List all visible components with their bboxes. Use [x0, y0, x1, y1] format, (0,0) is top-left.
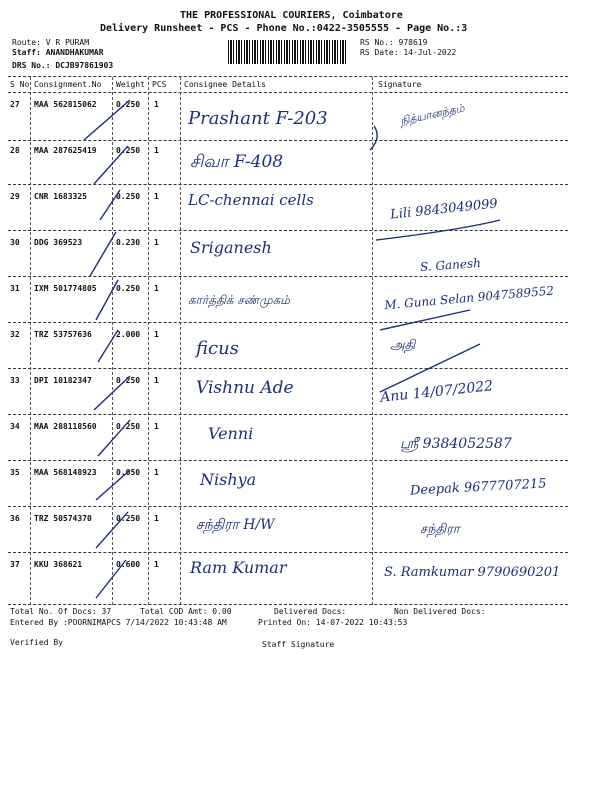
row-signature: M. Guna Selan 9047589552: [383, 283, 555, 313]
row-pcs: 1: [154, 100, 159, 109]
row-pcs: 1: [154, 376, 159, 385]
row-consignee: சிவா F-408: [190, 152, 284, 172]
delivered-docs: Delivered Docs:: [274, 607, 347, 616]
row-signature: அதி: [390, 338, 416, 353]
entered-by: Entered By :POORNIMAPCS 7/14/2022 10:43:48 AM: [10, 618, 227, 627]
row-consignment: TRZ 53757636: [34, 330, 92, 339]
col-pcs: PCS: [152, 80, 167, 89]
row-consignee: Vishnu Ade: [196, 378, 294, 398]
row-signature: Deepak 9677707215: [409, 476, 547, 499]
row-consignment: KKU 368621: [34, 560, 83, 569]
row-signature: S. Ramkumar 9790690201: [384, 565, 561, 580]
row-pcs: 1: [154, 192, 159, 201]
row-sno: 30: [10, 238, 20, 247]
row-signature: Anu 14/07/2022: [379, 378, 494, 406]
row-weight: 0.250: [116, 192, 141, 201]
staff-signature: Staff Signature: [262, 640, 335, 649]
row-pcs: 1: [154, 238, 159, 247]
row-consignee: Ram Kumar: [190, 558, 287, 577]
row-weight: 0.250: [116, 100, 141, 109]
col-consignment: Consignment.No: [34, 80, 102, 89]
row-consignment: IXM 501774805: [34, 284, 97, 293]
row-weight: 0.230: [116, 238, 141, 247]
row-consignee: கார்த்திக் சண்முகம்: [188, 293, 290, 307]
col-signature: Signature: [378, 80, 422, 89]
row-consignee: Prashant F-203: [188, 108, 328, 129]
runsheet-subtitle: Delivery Runsheet - PCS - Phone No.:0422-3505555 - Page No.:3: [100, 23, 468, 34]
row-consignee: Nishya: [200, 470, 257, 489]
row-signature: நித்யானந்தம்: [399, 101, 466, 128]
row-sno: 27: [10, 100, 20, 109]
row-consignment: MAA 568148923: [34, 468, 97, 477]
row-consignment: CNR 1683325: [34, 192, 87, 201]
row-weight: 0.250: [116, 514, 141, 523]
row-weight: 0.250: [116, 284, 141, 293]
row-consignee: ficus: [196, 338, 239, 359]
rs-date: RS Date: 14-Jul-2022: [360, 48, 457, 57]
row-consignee: LC-chennai cells: [188, 191, 314, 209]
row-sno: 31: [10, 284, 20, 293]
col-sno: S No: [10, 80, 30, 89]
row-consignment: TRZ 50574370: [34, 514, 92, 523]
row-sno: 33: [10, 376, 20, 385]
row-pcs: 1: [154, 422, 159, 431]
row-sno: 34: [10, 422, 20, 431]
row-weight: 0.050: [116, 468, 141, 477]
non-delivered-docs: Non Delivered Docs:: [394, 607, 486, 616]
row-signature: S. Ganesh: [419, 255, 482, 275]
total-cod: Total COD Amt: 0.00: [140, 607, 232, 616]
row-consignment: DPI 10182347: [34, 376, 92, 385]
row-weight: 0.250: [116, 376, 141, 385]
rs-number: RS No.: 978619: [360, 38, 428, 47]
route-label: Route: V R PURAM: [12, 38, 90, 47]
row-consignee: Sriganesh: [190, 238, 272, 257]
row-consignee: சந்திரா H/W: [196, 517, 275, 533]
row-sno: 28: [10, 146, 20, 155]
staff-label: Staff: ANANDHAKUMAR: [12, 48, 104, 57]
row-sno: 35: [10, 468, 20, 477]
col-consignee: Consignee Details: [184, 80, 266, 89]
row-pcs: 1: [154, 468, 159, 477]
row-consignment: MAA 562815062: [34, 100, 97, 109]
verified-by: Verified By: [10, 638, 63, 647]
row-consignment: MAA 287625419: [34, 146, 97, 155]
row-sno: 32: [10, 330, 20, 339]
total-docs: Total No. Of Docs: 37: [10, 607, 112, 616]
drs-number: DRS No.: DCJB97861903: [12, 61, 114, 70]
row-signature: சந்திரா: [420, 522, 460, 537]
row-pcs: 1: [154, 560, 159, 569]
row-sno: 36: [10, 514, 20, 523]
row-weight: 0.250: [116, 146, 141, 155]
row-pcs: 1: [154, 146, 159, 155]
row-consignment: DDG 369523: [34, 238, 83, 247]
row-pcs: 1: [154, 514, 159, 523]
row-signature: ஸ்ரீ 9384052587: [400, 436, 512, 452]
row-weight: 0.250: [116, 422, 141, 431]
printed-on: Printed On: 14-07-2022 10:43:53: [258, 618, 408, 627]
row-signature: Lili 9843049099: [389, 196, 499, 223]
row-sno: 29: [10, 192, 20, 201]
row-weight: 0.600: [116, 560, 141, 569]
company-title: THE PROFESSIONAL COURIERS, Coimbatore: [180, 10, 403, 21]
row-pcs: 1: [154, 330, 159, 339]
row-consignee: Venni: [208, 424, 254, 443]
col-weight: Weight: [116, 80, 145, 89]
row-pcs: 1: [154, 284, 159, 293]
row-sno: 37: [10, 560, 20, 569]
row-consignment: MAA 288118560: [34, 422, 97, 431]
row-weight: 2.000: [116, 330, 141, 339]
